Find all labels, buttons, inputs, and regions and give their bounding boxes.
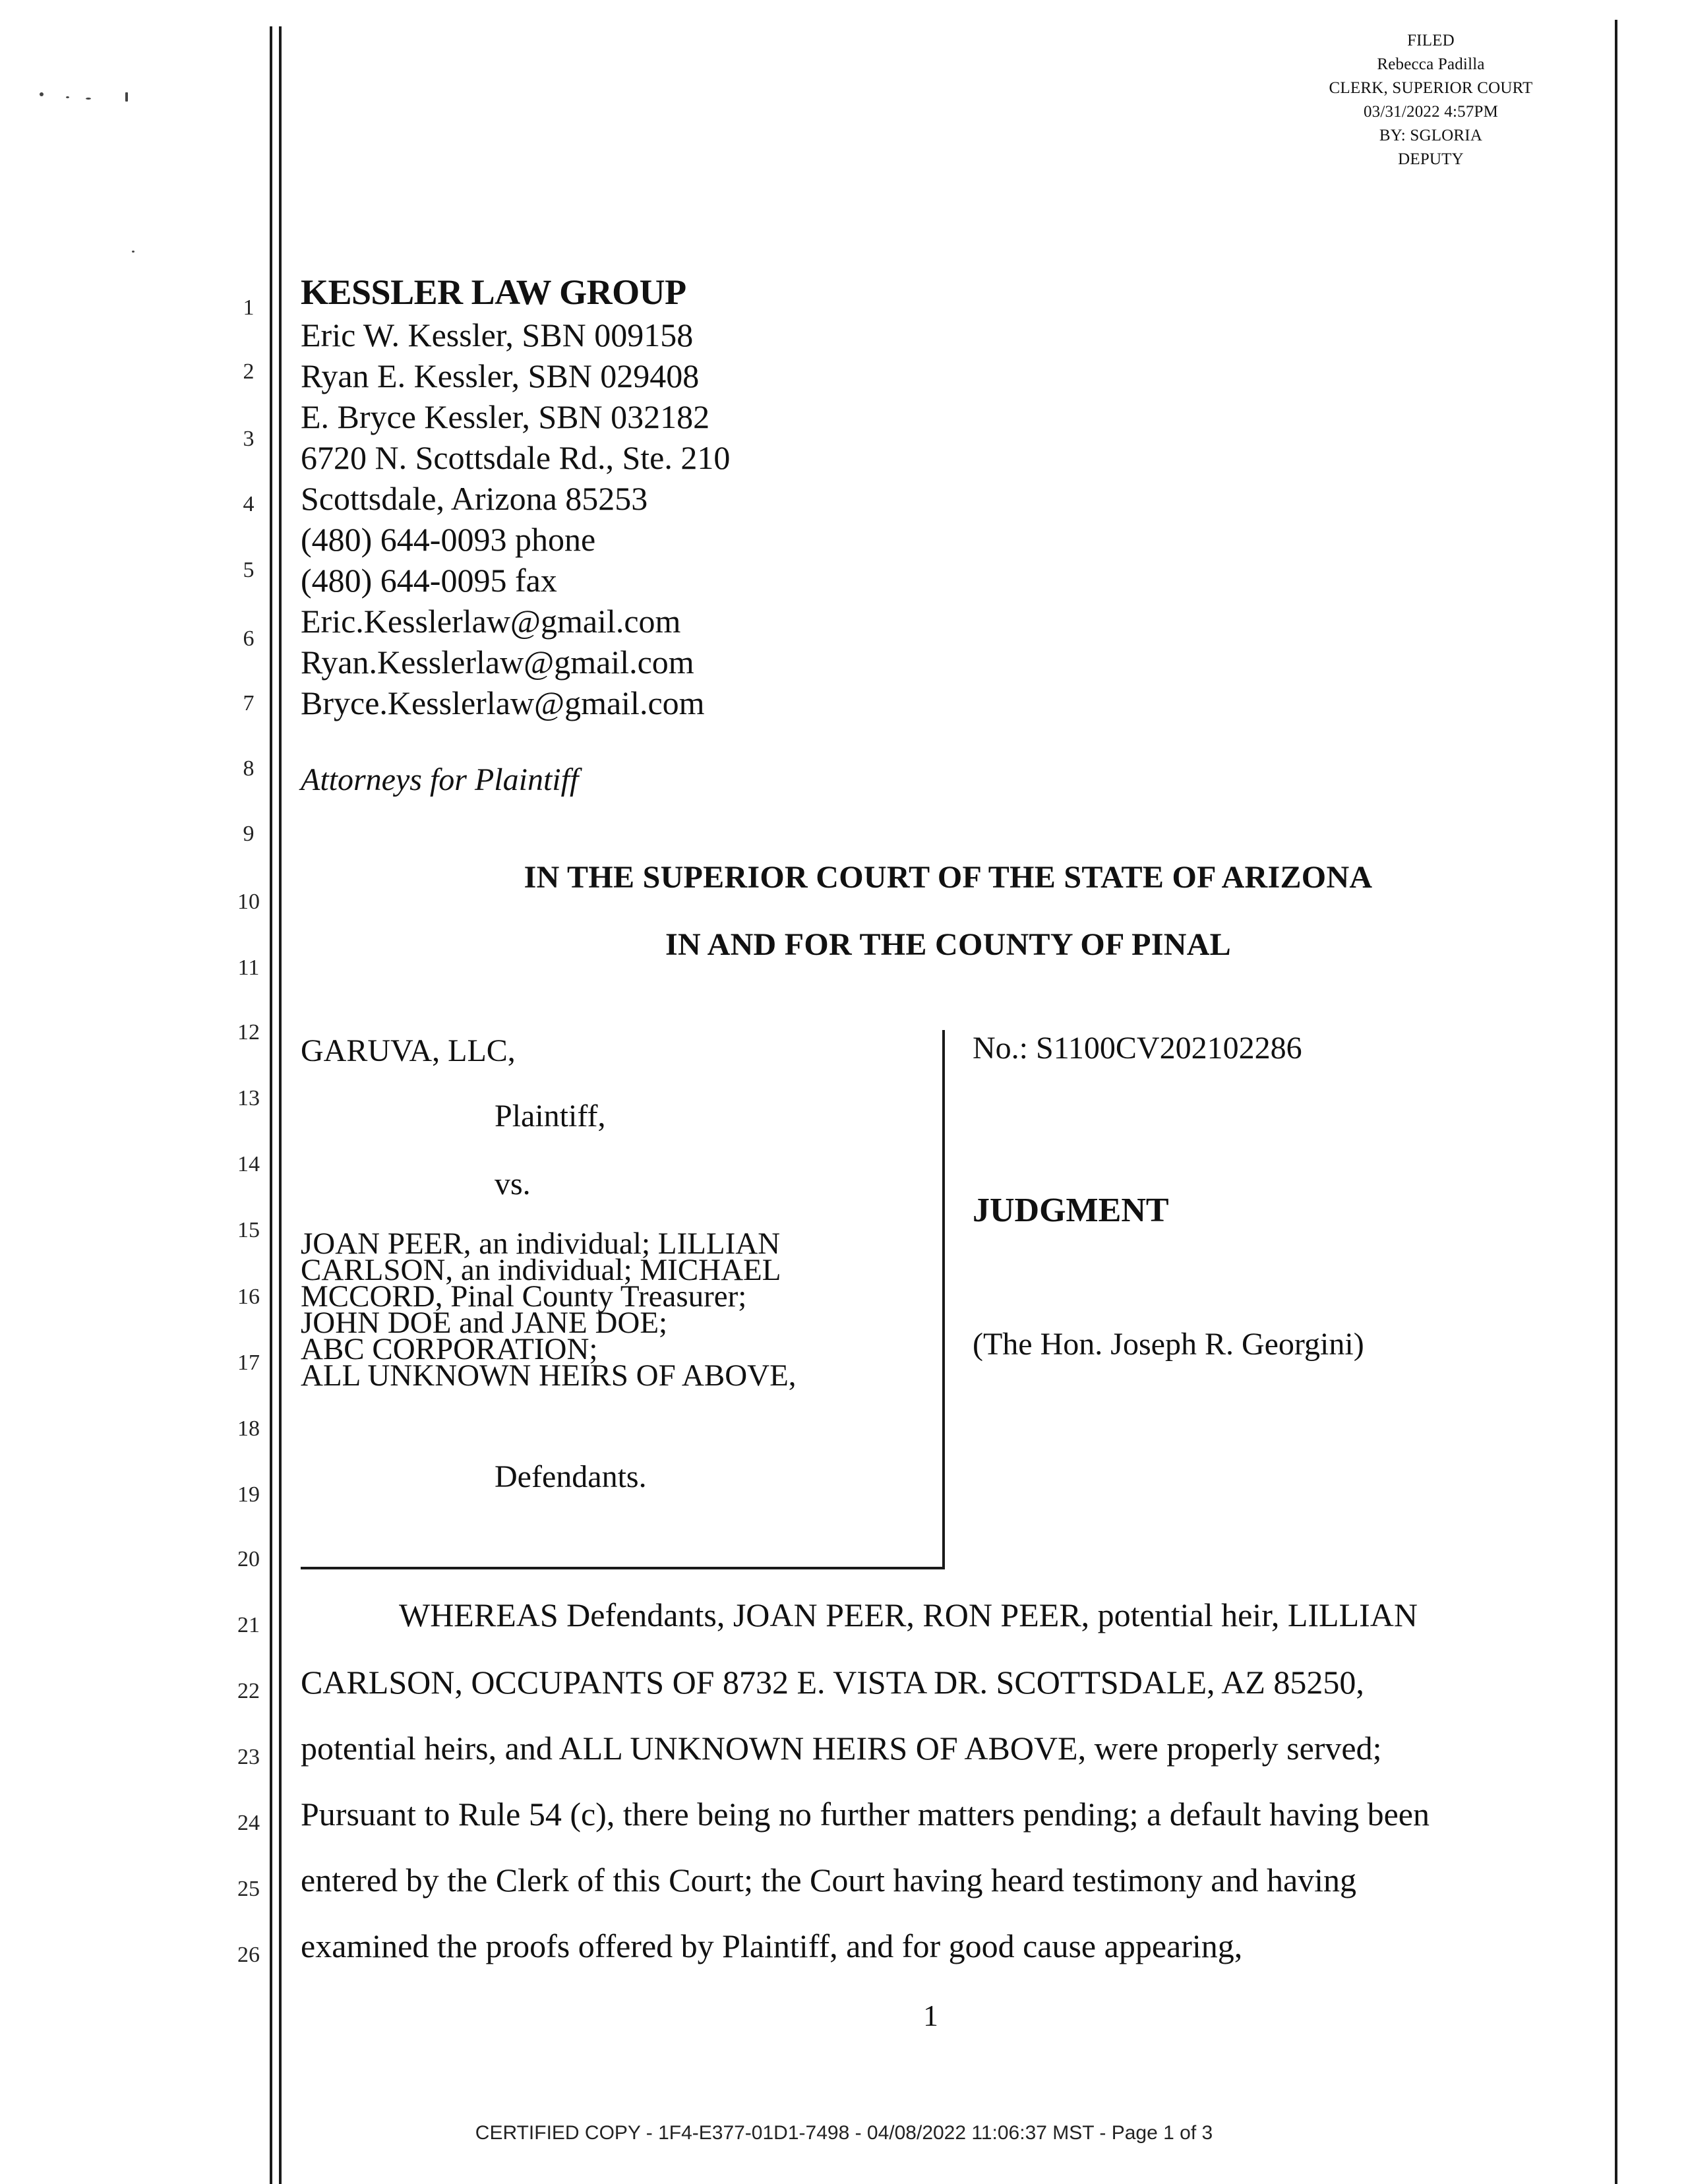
attorney-line: (480) 644-0093 phone xyxy=(301,521,596,558)
line-number: 19 xyxy=(237,1482,260,1507)
defendants-label: Defendants. xyxy=(495,1459,647,1494)
court-heading-line-1: IN THE SUPERIOR COURT OF THE STATE OF ARIZONA xyxy=(524,860,1373,895)
stamp-line: BY: SGLORIA xyxy=(1379,127,1483,144)
certified-copy-footer: CERTIFIED COPY - 1F4-E377-01D1-7498 - 04/08/2022 11:06:37 MST - Page 1 of 3 xyxy=(475,2122,1213,2144)
line-number: 12 xyxy=(237,1020,260,1045)
line-number: 9 xyxy=(243,822,255,846)
line-number: 21 xyxy=(237,1613,260,1637)
line-number: 4 xyxy=(243,492,255,516)
defendant-line: ABC CORPORATION; xyxy=(301,1332,598,1366)
scan-speck xyxy=(132,251,135,253)
line-number: 14 xyxy=(237,1152,260,1176)
line-number: 7 xyxy=(243,691,255,715)
defendant-line: JOHN DOE and JANE DOE; xyxy=(301,1306,668,1340)
attorney-line: E. Bryce Kessler, SBN 032182 xyxy=(301,398,710,435)
case-number: No.: S1100CV202102286 xyxy=(973,1031,1302,1066)
line-number: 10 xyxy=(237,890,260,914)
defendant-line: MCCORD, Pinal County Treasurer; xyxy=(301,1279,747,1314)
law-firm-name: KESSLER LAW GROUP xyxy=(301,272,686,312)
body-line: potential heirs, and ALL UNKNOWN HEIRS OF ABOVE, were properly served; xyxy=(301,1730,1382,1767)
filed-stamp xyxy=(1292,29,1569,171)
line-number: 26 xyxy=(237,1943,260,1967)
line-number: 13 xyxy=(237,1086,260,1110)
scan-speck xyxy=(86,98,91,100)
page-number: 1 xyxy=(923,1999,938,2032)
line-number: 25 xyxy=(237,1877,260,1901)
line-number: 11 xyxy=(237,956,260,980)
scan-speck xyxy=(40,92,44,96)
line-number: 24 xyxy=(237,1811,260,1835)
body-line: entered by the Clerk of this Court; the Court having heard testimony and having xyxy=(301,1862,1357,1898)
attorney-line: Scottsdale, Arizona 85253 xyxy=(301,480,648,517)
line-number: 5 xyxy=(243,558,255,582)
court-heading-line-2: IN AND FOR THE COUNTY OF PINAL xyxy=(665,927,1231,962)
judge-name: (The Hon. Joseph R. Georgini) xyxy=(973,1327,1364,1362)
line-number: 3 xyxy=(243,427,255,451)
line-number: 18 xyxy=(237,1416,260,1441)
stamp-line: DEPUTY xyxy=(1398,150,1464,168)
line-number: 8 xyxy=(243,756,255,781)
attorney-line: (480) 644-0095 fax xyxy=(301,562,557,599)
attorney-line: 6720 N. Scottsdale Rd., Ste. 210 xyxy=(301,439,731,476)
stamp-line: 03/31/2022 4:57PM xyxy=(1363,103,1499,121)
stamp-line: FILED xyxy=(1407,32,1455,49)
plaintiff-name: GARUVA, LLC, xyxy=(301,1033,516,1068)
line-number: 2 xyxy=(243,359,255,384)
versus-label: vs. xyxy=(495,1167,531,1201)
line-number: 17 xyxy=(237,1350,260,1375)
line-number: 23 xyxy=(237,1745,260,1769)
attorney-contact-block xyxy=(301,315,730,723)
stamp-line: CLERK, SUPERIOR COURT xyxy=(1329,79,1533,97)
body-line: WHEREAS Defendants, JOAN PEER, RON PEER, potential heir, LILLIAN xyxy=(399,1596,1418,1633)
caption-divider xyxy=(942,1030,945,1569)
defendant-line: ALL UNKNOWN HEIRS OF ABOVE, xyxy=(301,1358,797,1393)
body-line: Pursuant to Rule 54 (c), there being no further matters pending; a default having been xyxy=(301,1796,1430,1833)
caption-bottom-rule xyxy=(301,1567,945,1569)
attorney-line: Ryan.Kesslerlaw@gmail.com xyxy=(301,644,694,681)
attorney-line: Eric W. Kessler, SBN 009158 xyxy=(301,317,694,353)
body-line: examined the proofs offered by Plaintiff, and for good cause appearing, xyxy=(301,1927,1243,1964)
stamp-line: Rebecca Padilla xyxy=(1377,55,1485,73)
attorneys-for-plaintiff: Attorneys for Plaintiff xyxy=(301,762,579,797)
attorney-line: Bryce.Kesslerlaw@gmail.com xyxy=(301,684,705,721)
attorney-line: Eric.Kesslerlaw@gmail.com xyxy=(301,603,681,640)
line-number: 22 xyxy=(237,1679,260,1703)
line-number: 1 xyxy=(243,295,255,320)
scan-speck xyxy=(125,92,128,102)
line-number: 20 xyxy=(237,1547,260,1571)
left-margin-rule xyxy=(270,26,272,2184)
plaintiff-label: Plaintiff, xyxy=(495,1099,606,1134)
line-number: 6 xyxy=(243,626,255,651)
line-number: 15 xyxy=(237,1218,260,1242)
body-line: CARLSON, OCCUPANTS OF 8732 E. VISTA DR. SCOTTSDALE, AZ 85250, xyxy=(301,1664,1364,1701)
line-number: 16 xyxy=(237,1285,260,1309)
defendant-line: JOAN PEER, an individual; LILLIAN xyxy=(301,1227,781,1261)
scan-speck xyxy=(66,96,69,98)
document-title: JUDGMENT xyxy=(973,1192,1169,1229)
attorney-line: Ryan E. Kessler, SBN 029408 xyxy=(301,357,700,394)
left-margin-rule-inner xyxy=(279,26,282,2184)
defendants-list xyxy=(301,1227,797,1393)
right-margin-rule xyxy=(1615,20,1617,2184)
defendant-line: CARLSON, an individual; MICHAEL xyxy=(301,1253,781,1287)
